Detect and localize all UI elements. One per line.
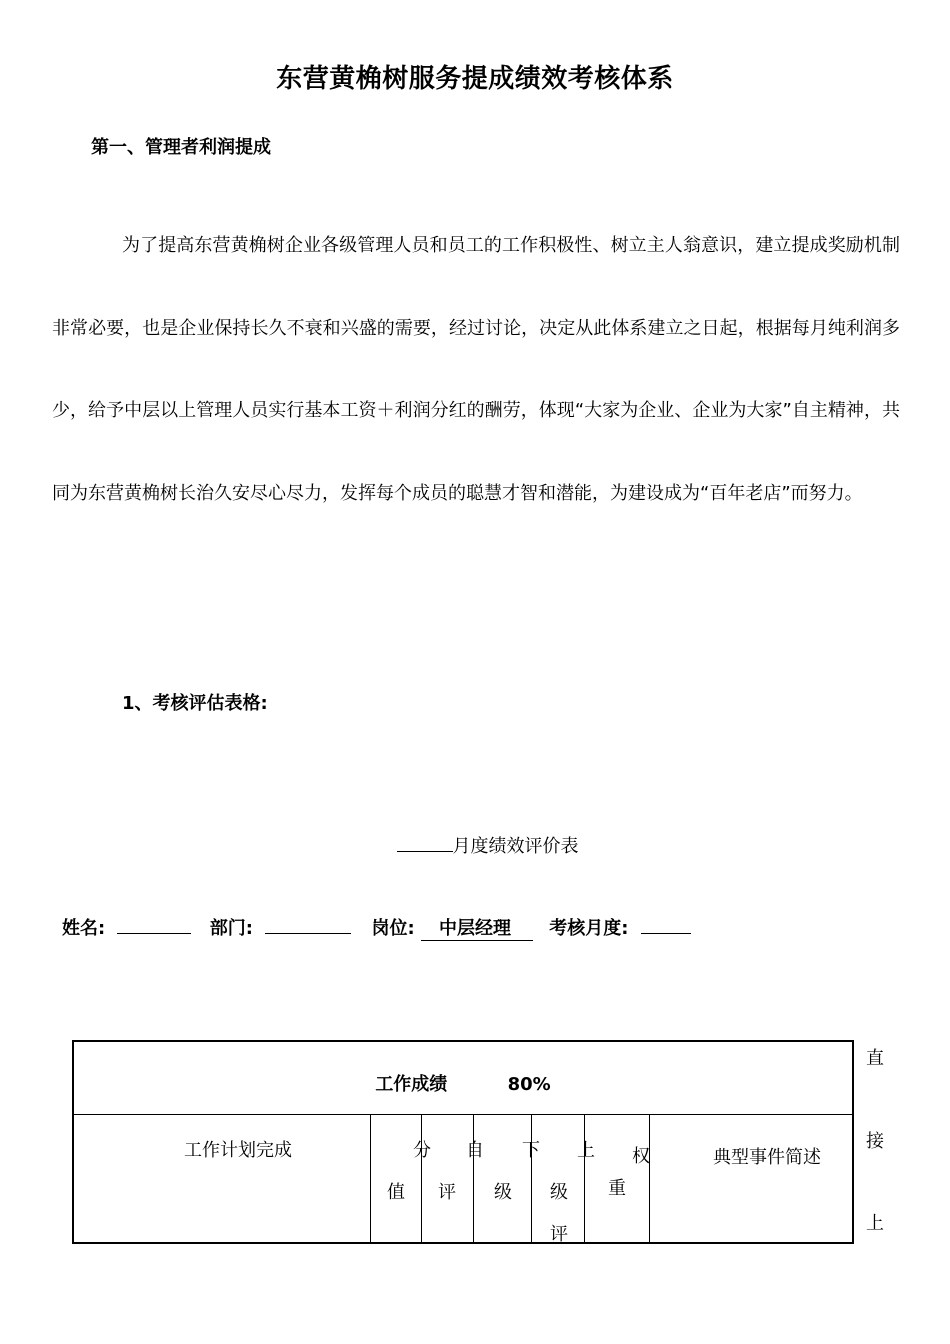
intro-paragraph: 为了提高东营黄桷树企业各级管理人员和员工的工作积极性、树立主人翁意识，建立提成奖励机制非常必要，也是企业保持长久不衰和兴盛的需要，经过讨论，决定从此体系建立之日起，根据每月纯利润多少，给予中层以上管理人员实行基本工资＋利润分红的酬劳，体现“大家为企业、企业为大家”自主精神，共同为东营黄桷树长治久安尽心尽力，发挥每个成员的聪慧才智和潜能，为建设成为“百年老店”而努力。 (52, 235, 900, 504)
col-upper-3: 评 (550, 1224, 568, 1245)
month-value-blank (641, 917, 691, 934)
col-score-2: 值 (387, 1182, 405, 1203)
table-divider (74, 1114, 852, 1115)
dept-blank (265, 917, 351, 934)
month-blank (397, 835, 453, 852)
col-upper-2: 级 (550, 1182, 568, 1203)
col-divider (649, 1114, 650, 1242)
col-score-1: 分 (413, 1140, 431, 1161)
col-plan: 工作计划完成 (184, 1140, 292, 1161)
col-divider (531, 1114, 532, 1242)
col-weight-2: 重 (608, 1178, 626, 1199)
section-heading: 第一、管理者利润提成 (91, 137, 271, 158)
col-divider (584, 1114, 585, 1242)
col-divider (421, 1114, 422, 1242)
form-title-line (0, 832, 950, 858)
col-self-2: 评 (438, 1182, 456, 1203)
name-label: 姓名: (62, 918, 106, 939)
side-label-3: 上 (866, 1213, 884, 1234)
position-value: 中层经理 (421, 918, 533, 941)
month-label: 考核月度: (549, 918, 629, 939)
subheading: 1、考核评估表格: (122, 693, 268, 714)
header-label: 工作成绩 (375, 1074, 448, 1095)
side-label-2: 接 (866, 1131, 884, 1152)
col-lower-2: 级 (494, 1182, 512, 1203)
position-label: 岗位: (371, 918, 415, 939)
col-upper-1: 上 (577, 1140, 595, 1161)
col-self-1: 自 (466, 1140, 484, 1161)
header-percent: 80% (507, 1074, 551, 1095)
dept-label: 部门: (209, 918, 253, 939)
col-divider (473, 1114, 474, 1242)
document-title: 东营黄桷树服务提成绩效考核体系 (276, 64, 674, 94)
performance-table (72, 1040, 854, 1244)
col-lower-1: 下 (522, 1140, 540, 1161)
name-blank (117, 917, 191, 934)
col-event: 典型事件简述 (713, 1147, 821, 1168)
form-title: 月度绩效评价表 (452, 836, 579, 857)
table-header-row (74, 1070, 852, 1096)
col-weight-1: 权 (632, 1146, 650, 1167)
col-divider (370, 1114, 371, 1242)
employee-info-row (62, 914, 691, 941)
side-label-1: 直 (866, 1048, 884, 1069)
